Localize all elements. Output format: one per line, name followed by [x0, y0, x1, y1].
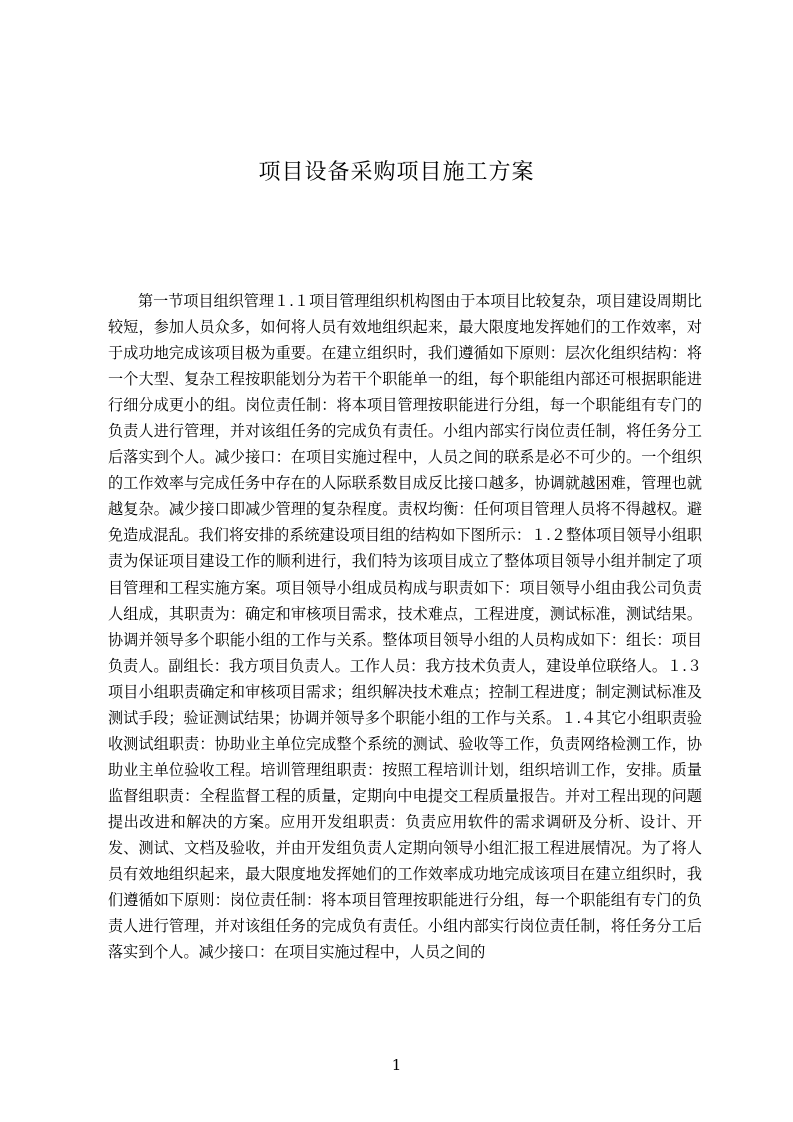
page-number: 1	[391, 1056, 402, 1074]
body-paragraph: 第一节项目组织管理１.１项目管理组织机构图由于本项目比较复杂，项目建设周期比较短，参加人员众多，如何将人员有效地组织起来，最大限度地发挥她们的工作效率，对于成功地完成该项目极为重要。在建立组织时，我们遵循如下原则：层次化组织结构：将一个大型、复杂工程按职能划分为若干个职能单一的组，每个职能组内部还可根据职能进行细分成更小的组。岗位责任制：将本项目管理按职能进行分组，每一个职能组有专门的负责人进行管理，并对该组任务的完成负有责任。小组内部实行岗位责任制，将任务分工后落实到个人。减少接口：在项目实施过程中，人员之间的联系是必不可少的。一个组织的工作效率与完成任务中存在的人际联系数目成反比接口越多，协调就越困难，管理也就越复杂。减少接口即减少管理的复杂程度。责权均衡：任何项目管理人员将不得越权。避免造成混乱。我们将安排的系统建设项目组的结构如下图所示：１.２整体项目领导小组职责为保证项目建设工作的顺利进行，我们特为该项目成立了整体项目领导小组并制定了项目管理和工程实施方案。项目领导小组成员构成与职责如下：项目领导小组由我公司负责人组成，其职责为：确定和审核项目需求，技术难点，工程进度，测试标准，测试结果。协调并领导多个职能小组的工作与关系。整体项目领导小组的人员构成如下：组长：项目负责人。副组长：我方项目负责人。工作人员：我方技术负责人，建设单位联络人。１.３项目小组职责确定和审核项目需求；组织解决技术难点；控制工程进度；制定测试标准及测试手段；验证测试结果；协调并领导多个职能小组的工作与关系。１.４其它小组职责验收测试组职责：协助业主单位完成整个系统的测试、验收等工作，负责网络检测工作，协助业主单位验收工程。培训管理组职责：按照工程培训计划，组织培训工作，安排。质量监督组职责：全程监督工程的质量，定期向中电提交工程质量报告。并对工程出现的问题提出改进和解决的方案。应用开发组职责：负责应用软件的需求调研及分析、设计、开发、测试、文档及验收，并由开发组负责人定期向领导小组汇报工程进展情况。为了将人员有效地组织起来，最大限度地发挥她们的工作效率成功地完成该项目在建立组织时，我们遵循如下原则：岗位责任制：将本项目管理按职能进行分组，每一个职能组有专门的负责人进行管理，并对该组任务的完成负有责任。小组内部实行岗位责任制，将任务分工后落实到个人。减少接口：在项目实施过程中，人员之间的	[108, 292, 702, 962]
document-title: 项目设备采购项目施工方案	[258, 159, 535, 185]
